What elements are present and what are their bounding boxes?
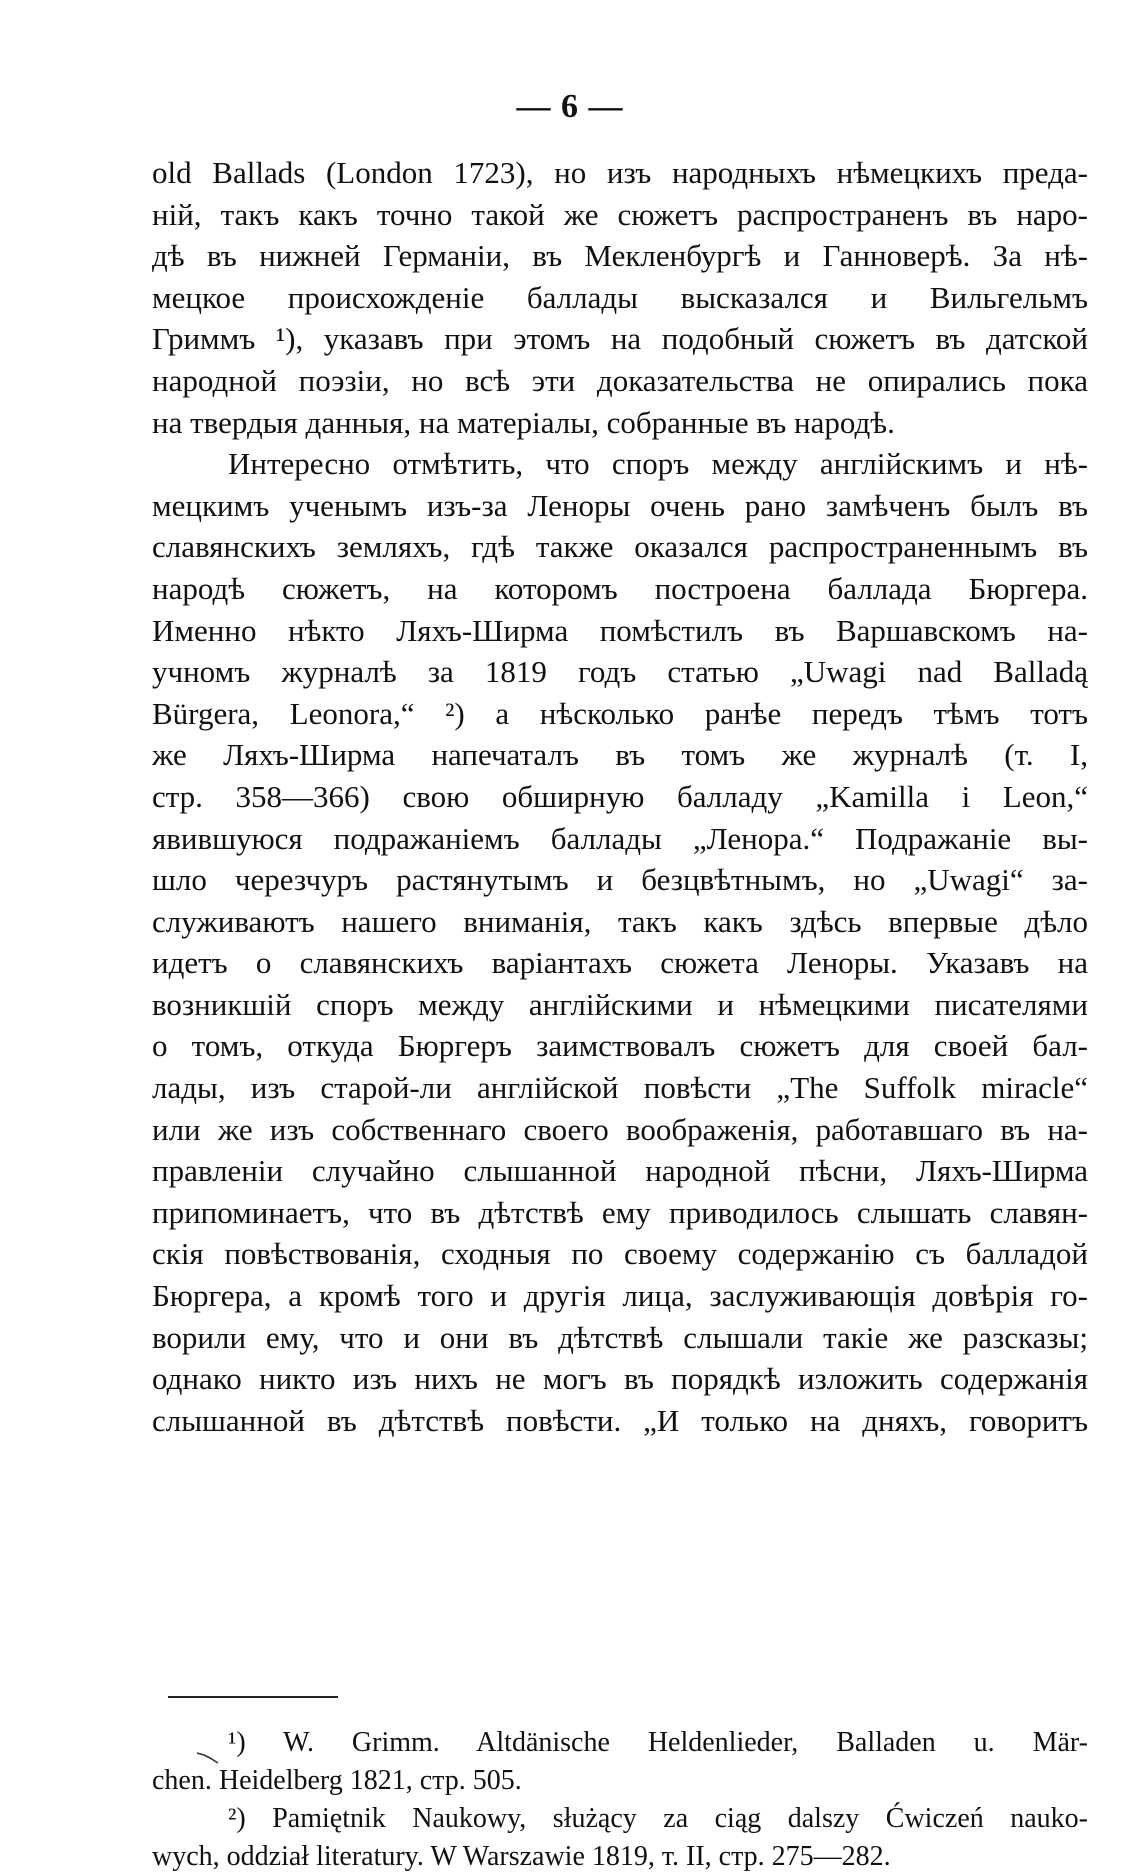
text-line: учномъ журналѣ за 1819 годъ статью „Uwagi nad Balladą: [152, 654, 1088, 690]
text-line: скія повѣствованія, сходныя по своему содержанію съ балладой: [152, 1236, 1088, 1272]
text-line: лады, изъ старой-ли англійской повѣсти „The Suffolk miracle“: [152, 1070, 1088, 1106]
text-line: old Ballads (London 1723), но изъ народныхъ нѣмецкихъ преда-: [152, 155, 1088, 190]
text-line: ворили ему, что и они въ дѣтствѣ слышали такіе же разсказы;: [152, 1319, 1088, 1355]
footnote-line: ¹) W. Grimm. Altdänische Heldenlieder, Balladen u. Mär-: [228, 1727, 1088, 1758]
footnote-line: wych, oddział literatury. W Warszawie 1819, т. II, стр. 275—282.: [152, 1841, 891, 1872]
text-line: ній, такъ какъ точно такой же сюжетъ распространенъ въ наро-: [152, 196, 1088, 232]
text-line: Bürgera, Leonora,“ ²) а нѣсколько ранѣе передъ тѣмъ тотъ: [152, 695, 1088, 731]
text-line: правленіи случайно слышанной народной пѣсни, Ляхъ-Ширма: [152, 1153, 1088, 1189]
text-line: служиваютъ нашего вниманія, такъ какъ здѣсь впервые дѣло: [152, 903, 1088, 939]
text-line: однако никто изъ нихъ не могъ въ порядкѣ изложить содержанія: [152, 1361, 1088, 1397]
text-line: же Ляхъ-Ширма напечаталъ въ томъ же журналѣ (т. I,: [152, 737, 1088, 773]
text-line: народной поэзіи, но всѣ эти доказательства не опирались пока: [152, 362, 1088, 398]
footnote-line: ²) Pamiętnik Naukowy, służący za ciąg dalszy Ćwiczeń nauko-: [228, 1803, 1088, 1834]
text-line: слышанной въ дѣтствѣ повѣсти. „И только на дняхъ, говоритъ: [152, 1402, 1088, 1438]
footnote-divider: [168, 1696, 338, 1698]
text-line: припоминаетъ, что въ дѣтствѣ ему приводилось слышать славян-: [152, 1194, 1088, 1230]
ink-mark-icon: [196, 1750, 220, 1764]
text-line: мецкимъ ученымъ изъ-за Леноры очень рано замѣченъ былъ въ: [152, 487, 1088, 523]
text-line: Интересно отмѣтить, что споръ между англійскимъ и нѣ-: [228, 446, 1088, 482]
text-line: шло черезчуръ растянутымъ и безцвѣтнымъ, но „Uwagi“ за-: [152, 862, 1088, 898]
text-line: Гриммъ ¹), указавъ при этомъ на подобный сюжетъ въ датской: [152, 321, 1088, 357]
text-line: стр. 358—366) свою обширную балладу „Kamilla i Leon,“: [152, 778, 1088, 814]
footnote-line: chen. Heidelberg 1821, стр. 505.: [152, 1765, 522, 1796]
text-line: на твердыя данныя, на матеріалы, собранные въ народѣ.: [152, 404, 895, 440]
main-text: [152, 152, 1088, 1441]
text-line: мецкое происхожденіе баллады высказался и Вильгельмъ: [152, 279, 1088, 315]
text-line: Именно нѣкто Ляхъ-Ширма помѣстилъ въ Варшавскомъ на-: [152, 612, 1088, 648]
text-line: явившуюся подражаніемъ баллады „Ленора.“ Подражаніе вы-: [152, 820, 1088, 856]
text-line: славянскихъ земляхъ, гдѣ также оказался распространеннымъ въ: [152, 529, 1088, 565]
text-line: народѣ сюжетъ, на которомъ построена баллада Бюргера.: [152, 570, 1088, 606]
text-line: идетъ о славянскихъ варіантахъ сюжета Леноры. Указавъ на: [152, 945, 1088, 981]
page-number: — 6 —: [516, 88, 624, 125]
text-line: о томъ, откуда Бюргеръ заимствовалъ сюжетъ для своей бал-: [152, 1028, 1088, 1064]
text-line: дѣ въ нижней Германіи, въ Мекленбургѣ и Ганноверѣ. За нѣ-: [152, 238, 1088, 274]
text-line: возникшій споръ между англійскими и нѣмецкими писателями: [152, 986, 1088, 1022]
footnotes: [152, 1724, 1088, 1876]
text-line: или же изъ собственнаго своего воображенія, работавшаго въ на-: [152, 1111, 1088, 1147]
text-line: Бюргера, а кромѣ того и другія лица, заслуживающія довѣрія го-: [152, 1278, 1088, 1314]
